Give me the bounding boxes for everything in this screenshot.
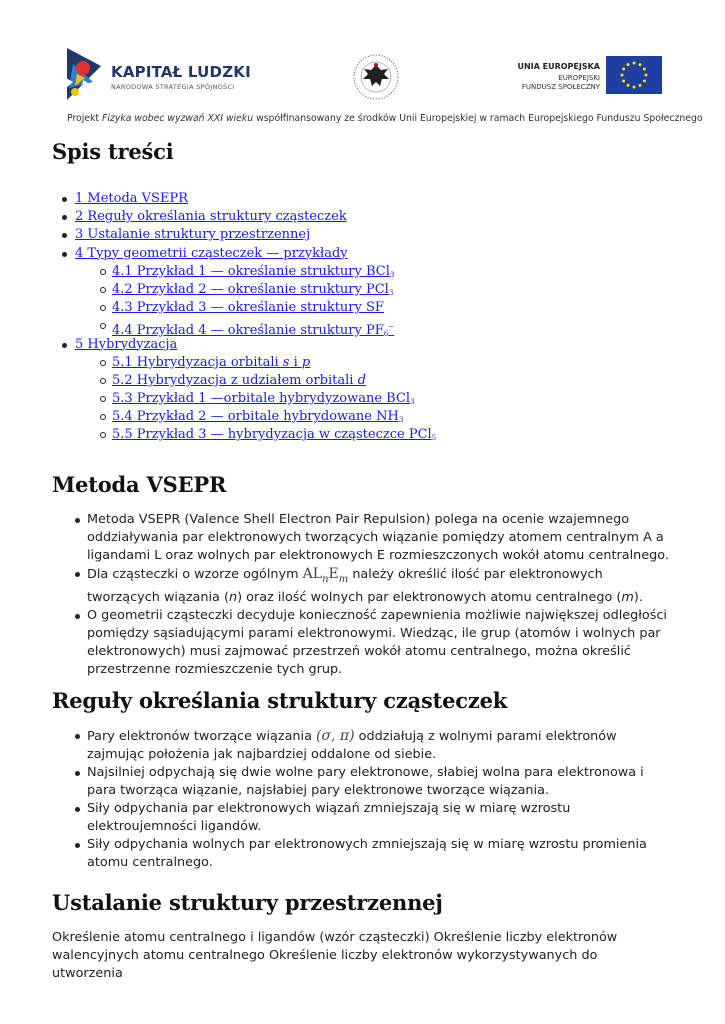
toc-link-4-4[interactable]: 4.4 Przykład 4 — określanie struktury $PF_6^-$: [112, 322, 395, 338]
toc-subitem: [75, 372, 436, 390]
list-item: Dla cząsteczki o wzorze ogólnym $AL_nE_m$ należy określić ilość par elektronowych tworzących wiązania (n) oraz ilość wolnych par elektronowych atomu centralnego (m).: [52, 565, 672, 607]
toc-link-4-2[interactable]: 4.2 Przykład 2 — określanie struktury PCl$_3$: [112, 281, 394, 297]
list-item: Pary elektronów tworzące wiązania (σ, π) oddziałują z wolnymi parami elektronów zajmując położenia jak najbardziej oddalone od siebie.: [52, 727, 672, 764]
eu-logo: [512, 56, 662, 98]
section-vsepr: [52, 472, 672, 679]
toc-link-4-3[interactable]: 4.3 Przykład 3 — określanie struktury SF: [112, 300, 384, 316]
formula: $AL_nE_m$: [302, 566, 349, 585]
rules-heading: Reguły określania struktury cząsteczek: [52, 688, 508, 713]
kapital-ludzki-emblem-icon: [63, 48, 109, 103]
list-item: O geometrii cząsteczki decyduje konieczność zapewnienia możliwie największej odległości pomiędzy sąsiadującymi parami elektronowymi. Wiedząc, ile grup (atomów i wolnych par elektronowych) musi zajmować przestrzeń wokół atomu centralnego, można określić przestrzenne rozmieszczenie tych grup.: [52, 607, 672, 679]
toc-subitem: [75, 426, 436, 444]
toc-link-3[interactable]: 3 Ustalanie struktury przestrzennej: [75, 227, 311, 243]
spatial-paragraph: Określenie atomu centralnego i ligandów (wzór cząsteczki) Określenie liczby elektronów walencyjnych atomu centralnego Określenie liczby elektronów wykorzystywanych do utworzenia: [52, 930, 618, 981]
toc-item: [75, 208, 436, 226]
list-item: Siły odpychania wolnych par elektronowych zmniejszają się w miarę wzrostu promienia atomu centralnego.: [52, 836, 672, 872]
toc-link-2[interactable]: 2 Reguły określania struktury cząsteczek: [75, 209, 347, 225]
toc-subitem: [75, 299, 436, 317]
table-of-contents: [75, 190, 436, 445]
section-rules: [52, 688, 672, 872]
kapital-ludzki-title: KAPITAŁ LUDZKI: [111, 63, 251, 81]
toc-link-5-3[interactable]: 5.3 Przykład 1 —orbitale hybrydyzowane BCl$_3$: [112, 391, 415, 407]
sigma-pi-formula: (σ, π): [316, 728, 355, 744]
toc-link-5-4[interactable]: 5.4 Przykład 2 — orbitale hybrydowane $NH_3$: [112, 409, 404, 425]
toc-subitem: [75, 354, 436, 372]
toc-subitem: [75, 281, 436, 299]
toc-link-5[interactable]: 5 Hybrydyzacja: [75, 336, 178, 352]
vsepr-list: [52, 511, 672, 679]
toc-link-4-1[interactable]: 4.1 Przykład 1 — określanie struktury BCl$_3$: [112, 263, 395, 279]
kapital-ludzki-logo: [63, 48, 251, 103]
toc-link-1[interactable]: 1 Metoda VSEPR: [75, 191, 188, 206]
toc-subitem: [75, 263, 436, 281]
toc-link-4[interactable]: 4 Typy geometrii cząsteczek — przykłady: [75, 245, 348, 261]
toc-link-5-1[interactable]: 5.1 Hybrydyzacja orbitali s i p: [112, 354, 311, 370]
toc-subitem: [75, 317, 436, 338]
toc-link-5-5[interactable]: 5.5 Przykład 3 — hybrydyzacja w cząsteczce PCl$_5$: [112, 427, 437, 443]
eu-line3: FUNDUSZ SPOŁECZNY: [521, 83, 600, 91]
toc-item: [75, 245, 436, 263]
spatial-heading: Ustalanie struktury przestrzennej: [52, 890, 443, 915]
toc-heading: Spis treści: [52, 139, 174, 164]
list-item: Siły odpychania par elektronowych wiązań zmniejszają się w miarę wzrostu elektroujemności ligandów.: [52, 800, 672, 836]
eu-line2: EUROPEJSKI: [558, 74, 600, 82]
vsepr-heading: Metoda VSEPR: [52, 472, 227, 497]
toc-item: [75, 226, 436, 244]
list-item: Najsilniej odpychają się dwie wolne pary elektronowe, słabiej wolna para elektronowa i para tworząca wiązanie, najsłabiej pary elektronowe tworzące wiązania.: [52, 764, 672, 800]
section-spatial: [52, 890, 672, 983]
kapital-ludzki-subtitle: NARODOWA STRATEGIA SPÓJNOŚCI: [111, 83, 235, 91]
eu-line1: UNIA EUROPEJSKA: [517, 62, 600, 71]
rules-list: [52, 727, 672, 872]
page-header: [0, 0, 725, 135]
toc-subitem: [75, 408, 436, 426]
university-seal-icon: [352, 52, 400, 102]
toc-item: [75, 190, 436, 208]
eu-flag-icon: [606, 56, 662, 94]
toc-link-5-2[interactable]: 5.2 Hybrydyzacja z udziałem orbitali d: [112, 372, 366, 388]
toc-item: [75, 336, 436, 354]
list-item: Metoda VSEPR (Valence Shell Electron Pair Repulsion) polega na ocenie wzajemnego oddziaływania par elektronowych tworzących wiązanie pomiędzy atomem centralnym A a ligandami L oraz wolnych par elektronowych E rozmieszczonych wokół atomu centralnego.: [52, 511, 672, 565]
toc-subitem: [75, 390, 436, 408]
project-caption: Projekt Fizyka wobec wyzwań XXI wieku współfinansowany ze środków Unii Europejskiej w ramach Europejskiego Funduszu Społecznego: [67, 113, 703, 124]
